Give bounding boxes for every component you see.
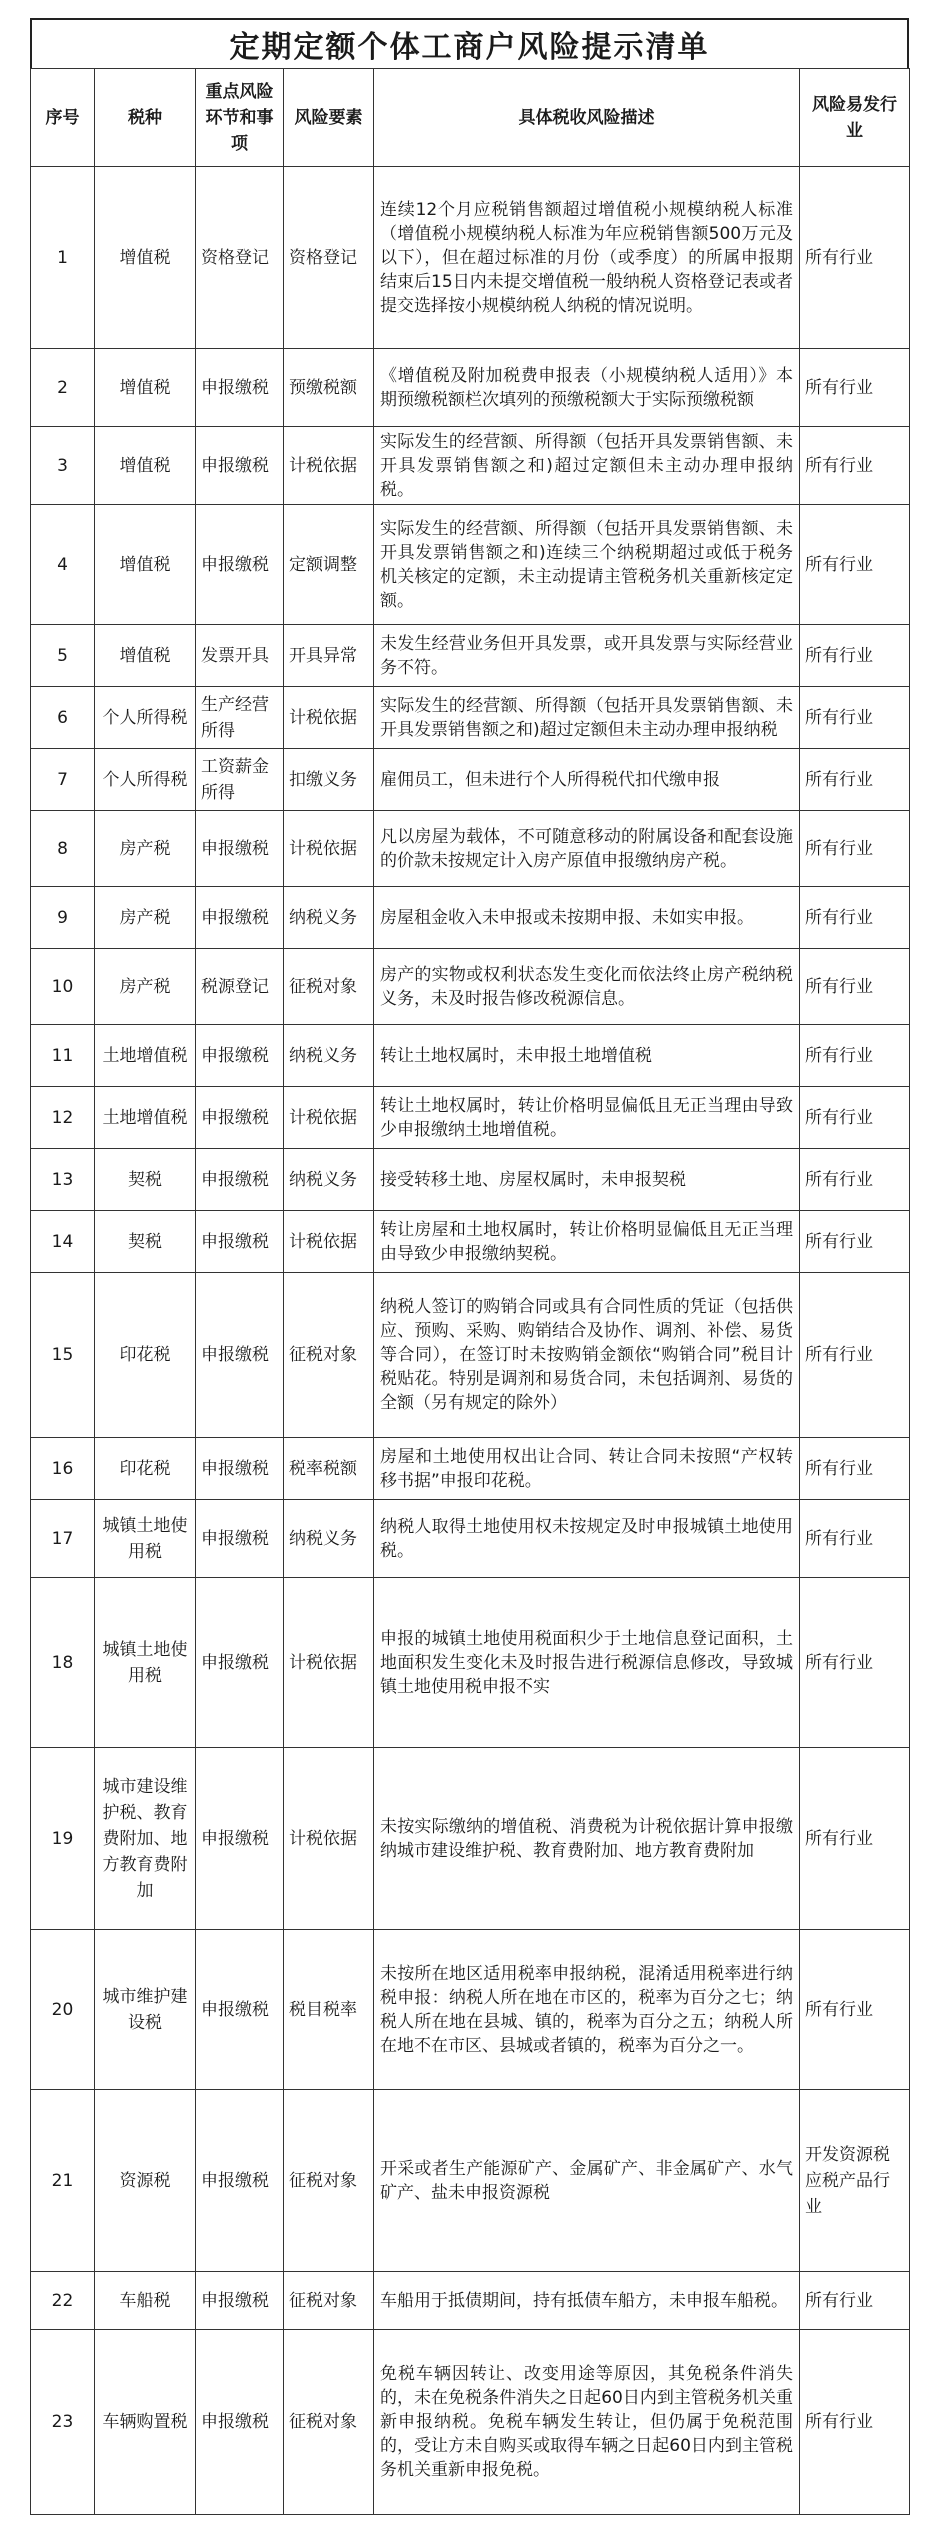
row-industry: 所有行业 [800,625,910,687]
row-risk-description: 纳税人签订的购销合同或具有合同性质的凭证（包括供应、预购、采购、购销结合及协作、调剂、补偿、易货等合同），在签订时未按购销金额依“购销合同”税目计税贴花。特别是调剂和易货合同，未包括调剂、易货的全额（另有规定的除外） [374,1273,800,1438]
table-row [31,1273,910,1438]
row-industry: 所有行业 [800,1087,910,1149]
table-row [31,1211,910,1273]
row-index: 22 [31,2272,95,2330]
row-risk-factor: 纳税义务 [284,1500,374,1578]
row-industry: 所有行业 [800,749,910,811]
row-risk-stage: 申报缴税 [196,1211,284,1273]
row-risk-description: 房屋和土地使用权出让合同、转让合同未按照“产权转移书据”申报印花税。 [374,1438,800,1500]
row-risk-stage: 工资薪金所得 [196,749,284,811]
row-tax-type: 资源税 [95,2090,196,2272]
row-industry: 所有行业 [800,505,910,625]
table-row [31,1500,910,1578]
row-tax-type: 印花税 [95,1273,196,1438]
row-risk-factor: 计税依据 [284,687,374,749]
row-index: 5 [31,625,95,687]
table-row [31,687,910,749]
table-row [31,887,910,949]
table-row [31,427,910,505]
risk-list-sheet [30,18,909,2515]
row-risk-stage: 申报缴税 [196,1087,284,1149]
row-risk-stage: 申报缴税 [196,1273,284,1438]
row-risk-stage: 申报缴税 [196,2090,284,2272]
row-industry: 所有行业 [800,1748,910,1930]
row-risk-stage: 申报缴税 [196,1025,284,1087]
row-risk-factor: 计税依据 [284,811,374,887]
row-risk-factor: 征税对象 [284,2272,374,2330]
row-tax-type: 印花税 [95,1438,196,1500]
row-risk-description: 未按所在地区适用税率申报纳税，混淆适用税率进行纳税申报：纳税人所在地在市区的，税率为百分之七；纳税人所在地在县城、镇的，税率为百分之五；纳税人所在地不在市区、县城或者镇的，税率为百分之一。 [374,1930,800,2090]
row-risk-description: 纳税人取得土地使用权未按规定及时申报城镇土地使用税。 [374,1500,800,1578]
row-tax-type: 土地增值税 [95,1087,196,1149]
row-risk-factor: 开具异常 [284,625,374,687]
row-risk-stage: 申报缴税 [196,1500,284,1578]
table-body [31,167,910,2515]
row-tax-type: 房产税 [95,887,196,949]
table-row [31,2090,910,2272]
risk-table [30,68,910,2515]
row-risk-description: 转让土地权属时，未申报土地增值税 [374,1025,800,1087]
row-risk-factor: 资格登记 [284,167,374,349]
table-row [31,1149,910,1211]
row-risk-description: 实际发生的经营额、所得额（包括开具发票销售额、未开具发票销售额之和)连续三个纳税期超过或低于税务机关核定的定额，未主动提请主管税务机关重新核定定额。 [374,505,800,625]
row-tax-type: 契税 [95,1149,196,1211]
row-tax-type: 土地增值税 [95,1025,196,1087]
row-index: 12 [31,1087,95,1149]
row-industry: 所有行业 [800,811,910,887]
row-tax-type: 房产税 [95,811,196,887]
table-header-row [31,69,910,167]
row-risk-factor: 定额调整 [284,505,374,625]
row-risk-description: 未发生经营业务但开具发票，或开具发票与实际经营业务不符。 [374,625,800,687]
row-tax-type: 城镇土地使用税 [95,1578,196,1748]
row-risk-factor: 预缴税额 [284,349,374,427]
table-row [31,749,910,811]
row-risk-factor: 计税依据 [284,427,374,505]
table-row [31,349,910,427]
row-risk-description: 实际发生的经营额、所得额（包括开具发票销售额、未开具发票销售额之和)超过定额但未主动办理申报纳税。 [374,427,800,505]
table-row [31,1025,910,1087]
row-risk-description: 未按实际缴纳的增值税、消费税为计税依据计算申报缴纳城市建设维护税、教育费附加、地方教育费附加 [374,1748,800,1930]
row-index: 3 [31,427,95,505]
row-index: 8 [31,811,95,887]
row-industry: 所有行业 [800,887,910,949]
row-index: 2 [31,349,95,427]
row-industry: 所有行业 [800,1578,910,1748]
row-index: 15 [31,1273,95,1438]
row-risk-description: 申报的城镇土地使用税面积少于土地信息登记面积，土地面积发生变化未及时报告进行税源信息修改，导致城镇土地使用税申报不实 [374,1578,800,1748]
row-index: 13 [31,1149,95,1211]
row-risk-description: 开采或者生产能源矿产、金属矿产、非金属矿产、水气矿产、盐未申报资源税 [374,2090,800,2272]
row-risk-factor: 扣缴义务 [284,749,374,811]
header-index: 序号 [31,69,95,167]
row-risk-factor: 计税依据 [284,1211,374,1273]
row-risk-stage: 申报缴税 [196,887,284,949]
row-index: 23 [31,2330,95,2515]
row-index: 1 [31,167,95,349]
row-risk-factor: 纳税义务 [284,1025,374,1087]
row-index: 6 [31,687,95,749]
row-risk-stage: 税源登记 [196,949,284,1025]
row-tax-type: 车辆购置税 [95,2330,196,2515]
row-industry: 所有行业 [800,427,910,505]
row-tax-type: 房产税 [95,949,196,1025]
row-industry: 所有行业 [800,1211,910,1273]
row-risk-factor: 征税对象 [284,2090,374,2272]
table-row [31,1748,910,1930]
row-risk-factor: 计税依据 [284,1087,374,1149]
table-row [31,167,910,349]
row-tax-type: 增值税 [95,505,196,625]
row-index: 19 [31,1748,95,1930]
row-risk-stage: 申报缴税 [196,1149,284,1211]
table-row [31,1087,910,1149]
row-risk-factor: 征税对象 [284,1273,374,1438]
row-risk-factor: 计税依据 [284,1748,374,1930]
header-tax-type: 税种 [95,69,196,167]
table-row [31,2330,910,2515]
row-risk-description: 《增值税及附加税费申报表（小规模纳税人适用）》本期预缴税额栏次填列的预缴税额大于实际预缴税额 [374,349,800,427]
row-industry: 所有行业 [800,349,910,427]
row-tax-type: 车船税 [95,2272,196,2330]
row-risk-description: 车船用于抵债期间，持有抵债车船方，未申报车船税。 [374,2272,800,2330]
row-tax-type: 城镇土地使用税 [95,1500,196,1578]
row-index: 9 [31,887,95,949]
row-risk-factor: 征税对象 [284,949,374,1025]
row-index: 17 [31,1500,95,1578]
row-industry: 所有行业 [800,1500,910,1578]
row-risk-stage: 申报缴税 [196,2330,284,2515]
row-index: 20 [31,1930,95,2090]
row-industry: 开发资源税应税产品行业 [800,2090,910,2272]
row-index: 16 [31,1438,95,1500]
row-industry: 所有行业 [800,167,910,349]
row-risk-description: 免税车辆因转让、改变用途等原因，其免税条件消失的，未在免税条件消失之日起60日内到主管税务机关重新申报纳税。免税车辆发生转让，但仍属于免税范围的，受让方未自购买或取得车辆之日起60日内到主管税务机关重新申报免税。 [374,2330,800,2515]
row-index: 7 [31,749,95,811]
row-industry: 所有行业 [800,1438,910,1500]
table-row [31,949,910,1025]
row-tax-type: 增值税 [95,427,196,505]
row-risk-description: 转让土地权属时，转让价格明显偏低且无正当理由导致少申报缴纳土地增值税。 [374,1087,800,1149]
row-risk-stage: 申报缴税 [196,427,284,505]
row-tax-type: 个人所得税 [95,749,196,811]
row-risk-stage: 申报缴税 [196,1578,284,1748]
row-risk-stage: 申报缴税 [196,2272,284,2330]
row-index: 14 [31,1211,95,1273]
row-risk-stage: 申报缴税 [196,1438,284,1500]
row-industry: 所有行业 [800,1930,910,2090]
row-risk-factor: 纳税义务 [284,1149,374,1211]
row-risk-factor: 税率税额 [284,1438,374,1500]
header-industry: 风险易发行业 [800,69,910,167]
row-risk-factor: 计税依据 [284,1578,374,1748]
row-risk-description: 实际发生的经营额、所得额（包括开具发票销售额、未开具发票销售额之和)超过定额但未主动办理申报纳税 [374,687,800,749]
row-industry: 所有行业 [800,1025,910,1087]
table-row [31,1930,910,2090]
row-risk-stage: 申报缴税 [196,349,284,427]
header-risk-factor: 风险要素 [284,69,374,167]
row-tax-type: 契税 [95,1211,196,1273]
table-row [31,1578,910,1748]
row-risk-stage: 申报缴税 [196,1748,284,1930]
table-row [31,2272,910,2330]
row-index: 18 [31,1578,95,1748]
row-tax-type: 增值税 [95,167,196,349]
table-row [31,811,910,887]
row-risk-description: 转让房屋和土地权属时，转让价格明显偏低且无正当理由导致少申报缴纳契税。 [374,1211,800,1273]
row-industry: 所有行业 [800,1149,910,1211]
row-industry: 所有行业 [800,687,910,749]
row-tax-type: 个人所得税 [95,687,196,749]
row-risk-factor: 征税对象 [284,2330,374,2515]
header-risk-stage: 重点风险环节和事项 [196,69,284,167]
row-risk-stage: 生产经营所得 [196,687,284,749]
row-tax-type: 增值税 [95,625,196,687]
row-risk-stage: 申报缴税 [196,1930,284,2090]
row-index: 4 [31,505,95,625]
row-risk-factor: 纳税义务 [284,887,374,949]
row-risk-description: 凡以房屋为载体，不可随意移动的附属设备和配套设施的价款未按规定计入房产原值申报缴纳房产税。 [374,811,800,887]
table-row [31,625,910,687]
row-tax-type: 城市建设维护税、教育费附加、地方教育费附加 [95,1748,196,1930]
row-industry: 所有行业 [800,2272,910,2330]
row-risk-stage: 资格登记 [196,167,284,349]
table-row [31,505,910,625]
table-row [31,1438,910,1500]
row-risk-description: 连续12个月应税销售额超过增值税小规模纳税人标准（增值税小规模纳税人标准为年应税销售额500万元及以下），但在超过标准的月份（或季度）的所属申报期结束后15日内未提交增值税一般纳税人资格登记表或者提交选择按小规模纳税人纳税的情况说明。 [374,167,800,349]
row-index: 21 [31,2090,95,2272]
row-risk-stage: 申报缴税 [196,811,284,887]
row-risk-description: 雇佣员工，但未进行个人所得税代扣代缴申报 [374,749,800,811]
row-industry: 所有行业 [800,2330,910,2515]
page-title: 定期定额个体工商户风险提示清单 [30,18,909,68]
row-tax-type: 城市维护建设税 [95,1930,196,2090]
row-industry: 所有行业 [800,1273,910,1438]
row-index: 11 [31,1025,95,1087]
row-risk-stage: 发票开具 [196,625,284,687]
row-industry: 所有行业 [800,949,910,1025]
row-risk-description: 接受转移土地、房屋权属时，未申报契税 [374,1149,800,1211]
row-risk-factor: 税目税率 [284,1930,374,2090]
row-risk-description: 房产的实物或权利状态发生变化而依法终止房产税纳税义务，未及时报告修改税源信息。 [374,949,800,1025]
row-index: 10 [31,949,95,1025]
row-tax-type: 增值税 [95,349,196,427]
row-risk-description: 房屋租金收入未申报或未按期申报、未如实申报。 [374,887,800,949]
header-risk-description: 具体税收风险描述 [374,69,800,167]
row-risk-stage: 申报缴税 [196,505,284,625]
